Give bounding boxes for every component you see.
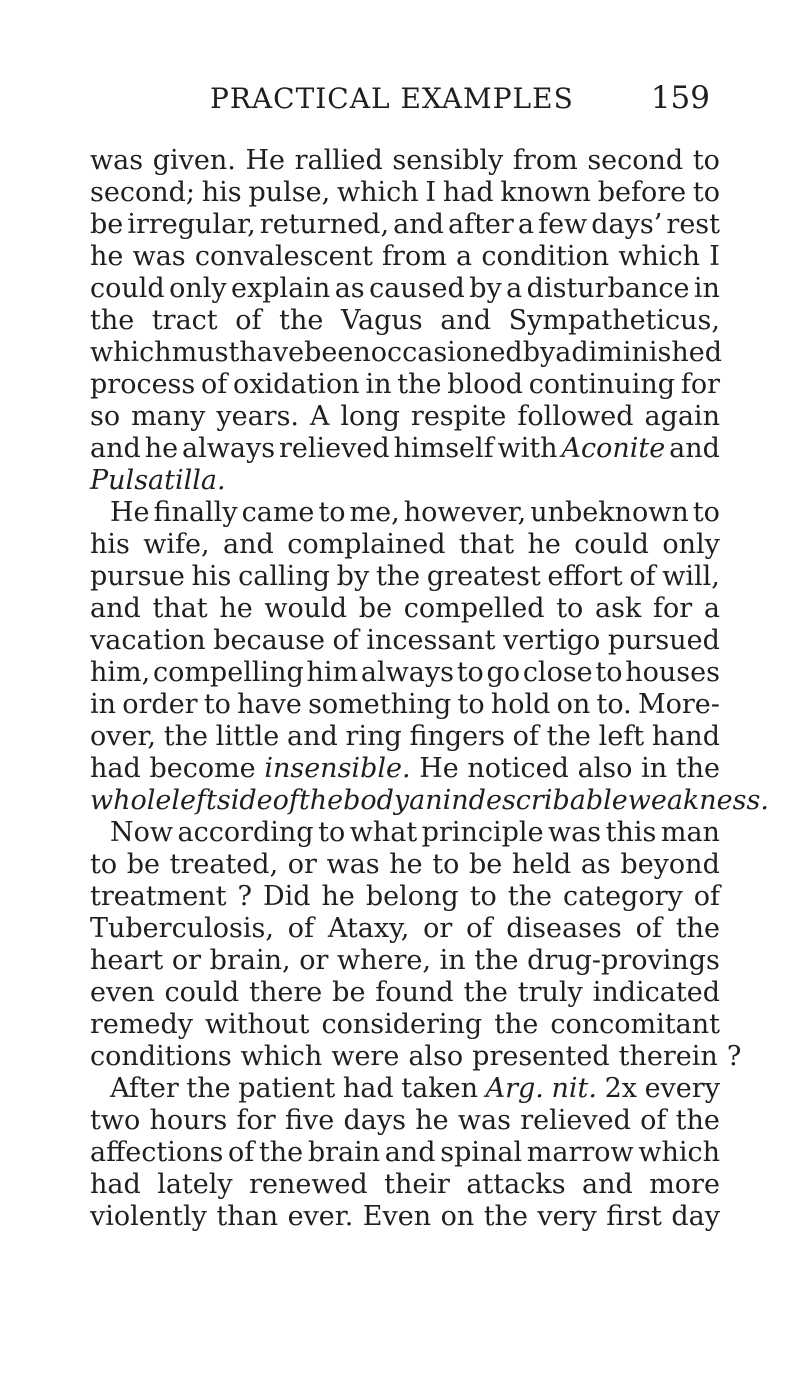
text-line: Pulsatilla. [90,465,226,496]
text-line: he was convalescent from a condition which I [90,241,720,272]
text-line: violently than ever. Even on the very first day [90,1201,720,1232]
text-line: treatment ? Did he belong to the category of [90,881,720,912]
text-line: second; his pulse, which I had known before to [90,177,720,208]
page-number: 159 [650,80,710,116]
text-line: had become insensible. He noticed also in the [90,753,720,784]
text-line: be irregular, returned, and after a few days’ rest [90,209,720,240]
text-line: heart or brain, or where, in the drug-provings [90,945,720,976]
text-line: After the patient had taken Arg. nit. 2x every [110,1073,720,1104]
text-line: and that he would be compelled to ask for a [90,593,720,624]
running-title: PRACTICAL EXAMPLES [210,82,574,115]
text-line: pursue his calling by the greatest effort of will, [90,561,720,592]
text-line: whole left side of the body an indescribable weakness. [90,785,769,816]
text-line: his wife, and complained that he could only [90,529,720,560]
body-text [90,145,769,1233]
text-line: and he always relieved himself with Aconite and [90,433,720,464]
text-line: process of oxidation in the blood continuing for [90,369,720,400]
text-line: so many years. A long respite followed again [90,401,720,432]
text-line: vacation because of incessant vertigo pursued [90,625,720,656]
text-line: was given. He rallied sensibly from second to [90,145,720,176]
text-line: in order to have something to hold on to. More- [90,689,720,720]
text-line: Now according to what principle was this man [110,817,720,848]
text-line: him, compelling him always to go close to houses [90,657,720,688]
page-header [180,78,710,128]
text-line: had lately renewed their attacks and more [90,1169,720,1200]
text-line: even could there be found the truly indicated [90,977,720,1008]
text-line: two hours for five days he was relieved of the [90,1105,720,1136]
text-line: remedy without considering the concomitant [90,1009,720,1040]
text-line: He finally came to me, however, unbeknown to [110,497,720,528]
text-line: the tract of the Vagus and Sympatheticus, [90,305,720,336]
text-line: conditions which were also presented therein ? [90,1041,742,1072]
text-line: over, the little and ring fingers of the left hand [90,721,720,752]
text-line: to be treated, or was he to be held as beyond [90,849,720,880]
text-line: which must have been occasioned by a diminished [90,337,723,368]
text-line: affections of the brain and spinal marrow which [90,1137,720,1168]
text-line: could only explain as caused by a disturbance in [90,273,720,304]
text-line: Tuberculosis, of Ataxy, or of diseases of the [90,913,720,944]
